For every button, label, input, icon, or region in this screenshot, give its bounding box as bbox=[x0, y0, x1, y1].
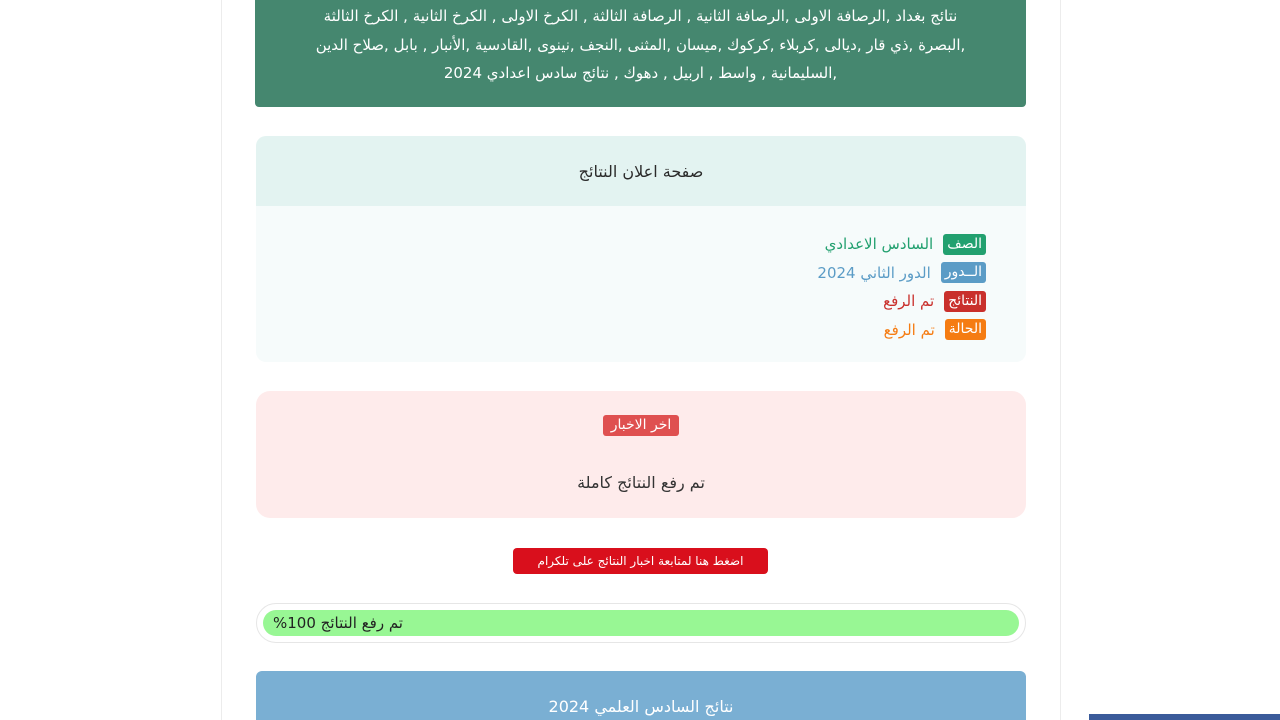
results-progress-bar bbox=[256, 603, 1026, 643]
info-card-title: صفحة اعلان النتائج bbox=[578, 161, 704, 181]
info-row-status bbox=[817, 316, 986, 345]
science-results-title: نتائج السادس العلمي 2024 bbox=[548, 697, 734, 716]
info-row-round bbox=[817, 259, 986, 288]
round-value: الدور الثاني 2024 bbox=[817, 263, 931, 282]
results-announcement-card bbox=[256, 136, 1026, 362]
results-label-badge: النتائج bbox=[944, 291, 986, 312]
status-value: تم الرفع bbox=[883, 320, 935, 339]
info-row-grade bbox=[817, 230, 986, 259]
telegram-follow-button[interactable]: اضغط هنا لمتابعة اخبار النتائج على تلكرام bbox=[513, 548, 768, 574]
results-value: تم الرفع bbox=[883, 292, 935, 311]
results-progress-text: تم رفع النتائج 100% bbox=[273, 614, 403, 632]
latest-news-text: تم رفع النتائج كاملة bbox=[577, 473, 705, 492]
results-regions-banner bbox=[255, 0, 1026, 107]
info-rows bbox=[817, 230, 986, 344]
status-label-badge: الحالة bbox=[945, 319, 986, 340]
info-row-results bbox=[817, 287, 986, 316]
banner-text: نتائج بغداد ,الرصافة الاولى ,الرصافة الثانية , الرصافة الثالثة , الكرخ الاولى , الكرخ الثانية , الكرخ الثالثة ,البصرة ,ذي قار ,ديالى ,كربلاء ,كركوك ,ميسان ,المثنى ,النجف ,نينوى ,القادسية ,الأنبار , بابل ,صلاح الدين ,السليمانية , واسط , اربيل , دهوك , نتائج سادس اعدادي 2024 bbox=[315, 7, 966, 82]
corner-widget[interactable] bbox=[1089, 714, 1280, 720]
latest-news-badge: اخر الاخبار bbox=[603, 415, 679, 436]
grade-label-badge: الصف bbox=[943, 234, 986, 255]
round-label-badge: الــدور bbox=[941, 262, 986, 283]
latest-news-card bbox=[256, 391, 1026, 518]
grade-value: السادس الاعدادي bbox=[824, 235, 934, 254]
science-results-header[interactable] bbox=[256, 671, 1026, 720]
info-card-header bbox=[256, 136, 1026, 206]
